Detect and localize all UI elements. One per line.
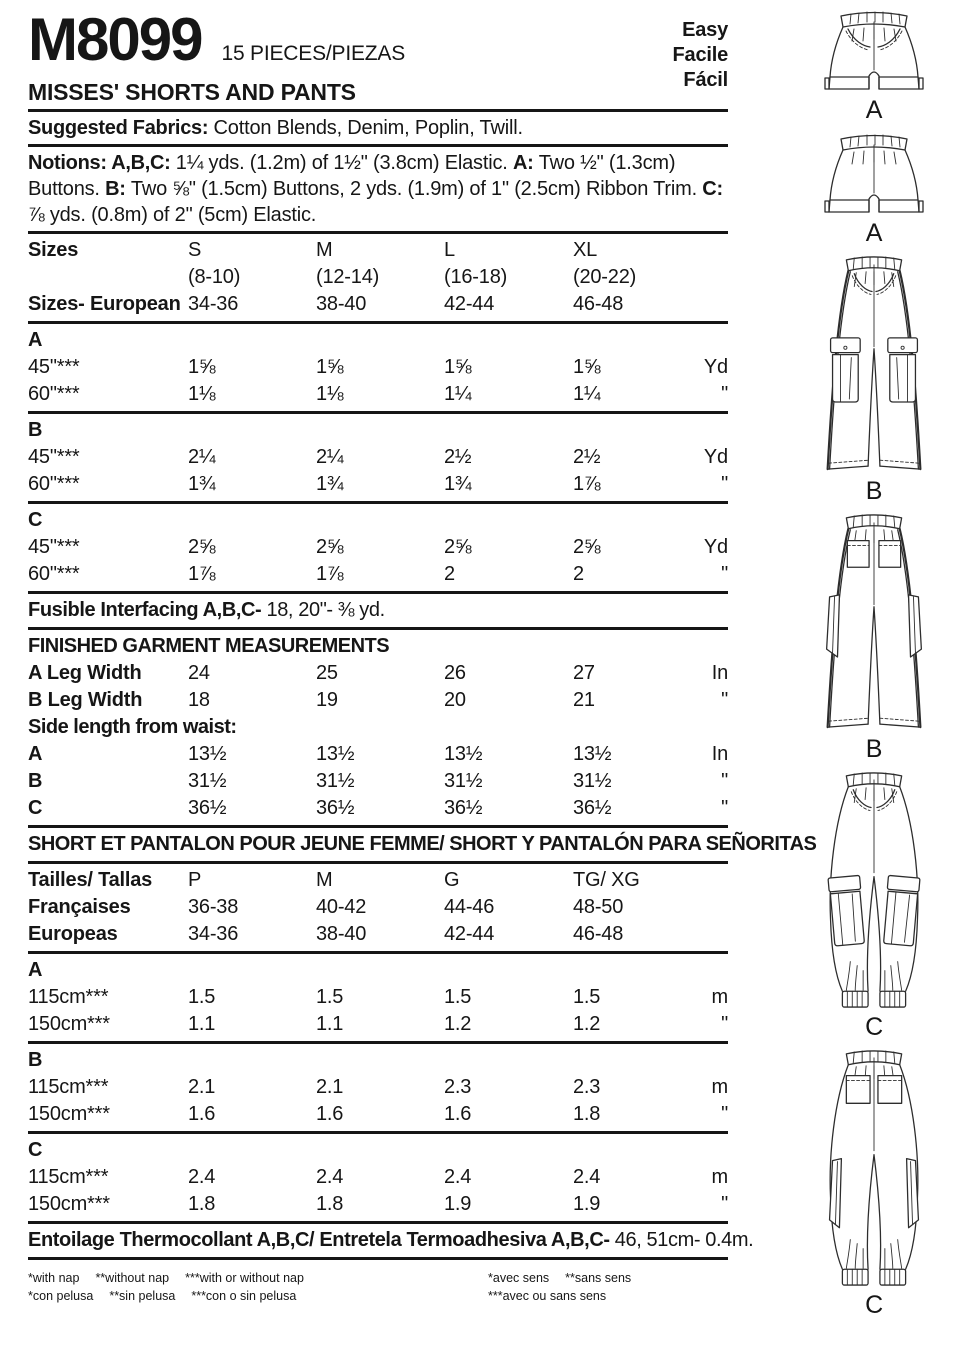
unit-cell: m	[711, 1076, 728, 1098]
unit-cell: "	[721, 1013, 728, 1035]
section-heading: C	[28, 509, 42, 531]
figure-jogger-front	[814, 768, 934, 1046]
row-label: Sizes	[28, 239, 79, 261]
pattern-number: M8099	[28, 6, 202, 73]
divider	[28, 861, 728, 864]
note-text: 46, 51cm- 0.4m.	[609, 1229, 754, 1251]
figure-pants-back	[814, 510, 934, 768]
table-cell: 2.4	[316, 1166, 344, 1188]
cargo-pants-front-illustration	[814, 252, 934, 477]
table-cell: 13½	[573, 743, 612, 765]
table-row	[28, 921, 728, 948]
table-row	[28, 264, 728, 291]
table-row	[28, 894, 728, 921]
figure-shorts-front	[818, 6, 930, 129]
table-cell: 2.1	[316, 1076, 344, 1098]
table-row	[28, 381, 728, 408]
table-cell: 1¼	[444, 383, 472, 405]
table-note-row	[28, 597, 728, 624]
table-cell: 1¾	[316, 473, 344, 495]
envelope-back-content	[28, 0, 817, 1305]
table-cell: 13½	[188, 743, 227, 765]
section-heading: Side length from waist:	[28, 716, 237, 738]
table-cell: 1⅝	[316, 356, 344, 378]
unit-cell	[693, 264, 728, 291]
unit-cell: "	[721, 1193, 728, 1215]
table-cell: 40-42	[316, 896, 367, 918]
table-row	[28, 237, 728, 264]
garment-illustrations-column	[794, 6, 954, 1324]
table-row	[28, 1011, 728, 1038]
figure-label: C	[865, 1013, 883, 1041]
row-label: 115cm***	[28, 1166, 109, 1188]
section-heading: A	[28, 329, 42, 351]
table-cell: 44-46	[444, 896, 495, 918]
footnote-item: ***avec ou sans sens	[488, 1289, 607, 1303]
row-label: 150cm***	[28, 1013, 110, 1035]
divider	[28, 627, 728, 630]
table-cell: 27	[573, 662, 595, 684]
suggested-fabrics-label: Suggested Fabrics:	[28, 117, 209, 139]
table-cell: (12-14)	[316, 266, 380, 288]
row-label: 115cm***	[28, 986, 109, 1008]
unit-cell: "	[721, 770, 728, 792]
row-label: 150cm***	[28, 1193, 110, 1215]
note-label: Fusible Interfacing A,B,C-	[28, 599, 262, 621]
table-cell: 31½	[316, 770, 355, 792]
footnotes-left	[28, 1269, 488, 1305]
figure-jogger-back	[814, 1046, 934, 1324]
row-label	[28, 264, 188, 291]
table-cell: 1.8	[316, 1193, 344, 1215]
figure-shorts-back	[818, 129, 930, 252]
table-cell: 34-36	[188, 293, 239, 315]
table-row	[28, 291, 728, 318]
table-cell: 1.8	[573, 1103, 601, 1125]
cargo-jogger-front-illustration	[814, 768, 934, 1013]
section-heading: FINISHED GARMENT MEASUREMENTS	[28, 635, 390, 657]
table-cell: 1¾	[444, 473, 472, 495]
table-cell: (8-10)	[188, 266, 241, 288]
table-row	[28, 795, 728, 822]
table-cell: 1.5	[573, 986, 601, 1008]
divider	[28, 1257, 728, 1260]
notions-text: ⅞ yds. (0.8m) of 2" (5cm) Elastic.	[28, 204, 317, 226]
notions-line	[28, 150, 728, 228]
page-title: MISSES' SHORTS AND PANTS	[28, 79, 356, 105]
table-cell: 1.5	[444, 986, 472, 1008]
cargo-pants-back-illustration	[814, 510, 934, 735]
table-cell: 21	[573, 689, 595, 711]
divider	[28, 501, 728, 504]
table-row	[28, 768, 728, 795]
yardage-table	[28, 237, 817, 1260]
row-label: 115cm***	[28, 1076, 109, 1098]
footnote-item: **sin pelusa	[109, 1289, 176, 1303]
table-cell: 42-44	[444, 923, 495, 945]
table-cell: (16-18)	[444, 266, 508, 288]
divider	[28, 591, 728, 594]
figure-pants-front	[814, 252, 934, 510]
notions-text: 1¼ yds. (1.2m) of 1½" (3.8cm) Elastic.	[175, 152, 513, 174]
table-cell: 18	[188, 689, 210, 711]
table-cell: 1.1	[316, 1013, 344, 1035]
table-cell: 36½	[316, 797, 355, 819]
table-cell: 25	[316, 662, 338, 684]
difficulty-es: Fácil	[683, 69, 728, 91]
row-label: B Leg Width	[28, 689, 143, 711]
table-cell: 2.3	[573, 1076, 601, 1098]
table-row	[28, 1191, 728, 1218]
footnote-item: **without nap	[95, 1271, 170, 1285]
table-row	[28, 534, 728, 561]
figure-label: B	[865, 735, 883, 763]
table-cell: 31½	[444, 770, 483, 792]
figure-label: C	[865, 1291, 883, 1319]
unit-cell	[693, 921, 728, 948]
unit-cell	[693, 867, 728, 894]
table-cell: 2⅝	[573, 536, 601, 558]
table-cell: 1⅝	[188, 356, 216, 378]
notions-text: Two ½" (1.3cm) Buttons.	[28, 152, 676, 200]
divider	[28, 825, 728, 828]
section-heading: SHORT ET PANTALON POUR JEUNE FEMME/ SHORT Y PANTALÓN PARA SEÑORITAS	[28, 833, 817, 855]
table-cell: 2⅝	[188, 536, 216, 558]
row-label: C	[28, 797, 43, 819]
table-row	[28, 1101, 728, 1128]
table-cell: 46-48	[573, 923, 624, 945]
table-row	[28, 687, 728, 714]
footnote-item: ***con o sin pelusa	[191, 1289, 297, 1303]
footnotes	[28, 1269, 728, 1305]
row-label: B	[28, 770, 43, 792]
table-cell: 2.1	[188, 1076, 216, 1098]
row-label: Sizes- European	[28, 293, 181, 315]
notions-label: A:	[512, 152, 539, 174]
divider	[28, 144, 728, 147]
table-row	[28, 471, 728, 498]
unit-cell: Yd	[703, 446, 728, 468]
table-cell: 2.4	[573, 1166, 601, 1188]
table-cell: 13½	[316, 743, 355, 765]
section-heading: C	[28, 1139, 42, 1161]
difficulty-fr: Facile	[672, 44, 728, 66]
table-cell: 1⅞	[316, 563, 344, 585]
table-cell: 1⅞	[188, 563, 216, 585]
table-cell: S	[188, 239, 202, 261]
table-row	[28, 1164, 728, 1191]
table-cell: XL	[573, 239, 598, 261]
unit-cell: "	[721, 797, 728, 819]
table-cell: M	[316, 239, 333, 261]
table-cell: 2	[444, 563, 455, 585]
table-cell: 1.5	[188, 986, 216, 1008]
shorts-back-illustration	[818, 129, 930, 219]
table-cell: 38-40	[316, 923, 367, 945]
table-row	[28, 561, 728, 588]
table-cell: (20-22)	[573, 266, 637, 288]
table-row	[28, 660, 728, 687]
row-label: 45"***	[28, 536, 80, 558]
table-row	[28, 741, 728, 768]
table-row	[28, 1074, 728, 1101]
unit-cell: In	[711, 662, 728, 684]
table-cell: 1⅝	[573, 356, 601, 378]
table-cell: P	[188, 869, 202, 891]
table-cell: 1¼	[573, 383, 601, 405]
table-cell: 20	[444, 689, 466, 711]
table-cell: 2.4	[188, 1166, 216, 1188]
notions-label: B:	[105, 178, 131, 200]
table-cell: 36½	[444, 797, 483, 819]
table-cell: 1.2	[444, 1013, 472, 1035]
row-label: Françaises	[28, 896, 131, 918]
notions-label: C:	[702, 178, 723, 200]
table-cell: 38-40	[316, 293, 367, 315]
difficulty-en: Easy	[682, 19, 728, 41]
table-row	[28, 867, 728, 894]
note-text: 18, 20"- ⅜ yd.	[261, 599, 385, 621]
divider	[28, 951, 728, 954]
table-cell: 1.6	[444, 1103, 472, 1125]
footnotes-right	[488, 1269, 728, 1305]
divider	[28, 109, 728, 112]
unit-cell: m	[711, 986, 728, 1008]
divider	[28, 321, 728, 324]
table-cell: 1.9	[573, 1193, 601, 1215]
unit-cell: In	[711, 743, 728, 765]
unit-cell	[693, 291, 728, 318]
table-row	[28, 354, 728, 381]
figure-label: A	[865, 96, 883, 124]
table-cell: 2.3	[444, 1076, 472, 1098]
note-label: Entoilage Thermocollant A,B,C/ Entretela Termoadhesiva A,B,C-	[28, 1229, 610, 1251]
table-cell: 2¼	[188, 446, 216, 468]
row-label: 45"***	[28, 446, 80, 468]
table-row	[28, 984, 728, 1011]
unit-cell: "	[721, 383, 728, 405]
table-cell: 34-36	[188, 923, 239, 945]
table-cell: 1.5	[316, 986, 344, 1008]
row-label: A Leg Width	[28, 662, 142, 684]
table-cell: 26	[444, 662, 466, 684]
footnote-item: **sans sens	[565, 1271, 632, 1285]
divider	[28, 231, 728, 234]
section-heading: B	[28, 419, 42, 441]
footnote-line-spanish	[28, 1287, 488, 1305]
table-cell: 2½	[573, 446, 601, 468]
table-cell: 31½	[188, 770, 227, 792]
section-heading: A	[28, 959, 42, 981]
row-label: 60"***	[28, 383, 80, 405]
table-cell: 42-44	[444, 293, 495, 315]
unit-cell	[693, 894, 728, 921]
table-cell: 36½	[573, 797, 612, 819]
table-cell: 31½	[573, 770, 612, 792]
table-cell: 1.8	[188, 1193, 216, 1215]
row-label: Europeas	[28, 923, 118, 945]
table-cell: L	[444, 239, 455, 261]
divider	[28, 1131, 728, 1134]
notions-text: Two ⅝" (1.5cm) Buttons, 2 yds. (1.9m) of 1" (2.5cm) Ribbon Trim.	[130, 178, 703, 200]
title-row	[28, 8, 728, 71]
table-cell: 2.4	[444, 1166, 472, 1188]
unit-cell: "	[721, 563, 728, 585]
divider	[28, 411, 728, 414]
table-cell: 2½	[444, 446, 472, 468]
footnote-item: *with nap	[28, 1271, 80, 1285]
table-cell: 1.1	[188, 1013, 216, 1035]
figure-label: B	[865, 477, 883, 505]
table-cell: 24	[188, 662, 210, 684]
table-cell: 2⅝	[444, 536, 472, 558]
unit-cell: Yd	[703, 536, 728, 558]
table-cell: 2	[573, 563, 584, 585]
footnote-item: *con pelusa	[28, 1289, 94, 1303]
unit-cell: m	[711, 1166, 728, 1188]
table-row	[28, 444, 728, 471]
table-cell: 36½	[188, 797, 227, 819]
suggested-fabrics-text: Cotton Blends, Denim, Poplin, Twill.	[208, 117, 523, 139]
table-cell: 48-50	[573, 896, 624, 918]
divider	[28, 1221, 728, 1224]
row-label: 60"***	[28, 473, 80, 495]
row-label: 60"***	[28, 563, 80, 585]
table-cell: 1⅞	[573, 473, 601, 495]
footnote-line-french	[488, 1269, 728, 1305]
table-cell: 46-48	[573, 293, 624, 315]
piece-count: 15 PIECES/PIEZAS	[221, 42, 406, 65]
table-cell: 1¾	[188, 473, 216, 495]
table-note-row	[28, 1227, 754, 1254]
table-cell: 1⅝	[444, 356, 472, 378]
footnote-item: *avec sens	[488, 1271, 550, 1285]
section-heading: B	[28, 1049, 42, 1071]
difficulty-rating	[673, 18, 729, 93]
table-cell: 1.6	[316, 1103, 344, 1125]
table-cell: 13½	[444, 743, 483, 765]
table-cell: 19	[316, 689, 338, 711]
footnote-item: ***with or without nap	[185, 1271, 304, 1285]
row-label: A	[28, 743, 43, 765]
unit-cell: Yd	[703, 356, 728, 378]
unit-cell: "	[721, 1103, 728, 1125]
table-cell: 1⅛	[188, 383, 216, 405]
divider	[28, 1041, 728, 1044]
row-label: Tailles/ Tallas	[28, 869, 153, 891]
table-cell: 1⅛	[316, 383, 344, 405]
table-cell: 36-38	[188, 896, 239, 918]
table-cell: M	[316, 869, 333, 891]
unit-cell	[693, 237, 728, 264]
footnote-line-english	[28, 1269, 488, 1287]
row-label: 45"***	[28, 356, 80, 378]
notions-label: Notions: A,B,C:	[28, 152, 176, 174]
suggested-fabrics-line	[28, 115, 728, 141]
table-cell: G	[444, 869, 460, 891]
table-cell: 1.9	[444, 1193, 472, 1215]
shorts-front-illustration	[818, 6, 930, 96]
table-cell: 1.6	[188, 1103, 216, 1125]
cargo-jogger-back-illustration	[814, 1046, 934, 1291]
figure-label: A	[865, 219, 883, 247]
unit-cell: "	[721, 473, 728, 495]
table-cell: 2⅝	[316, 536, 344, 558]
table-cell: 2¼	[316, 446, 344, 468]
table-cell: TG/ XG	[573, 869, 640, 891]
table-cell: 1.2	[573, 1013, 601, 1035]
row-label: 150cm***	[28, 1103, 110, 1125]
unit-cell: "	[721, 689, 728, 711]
